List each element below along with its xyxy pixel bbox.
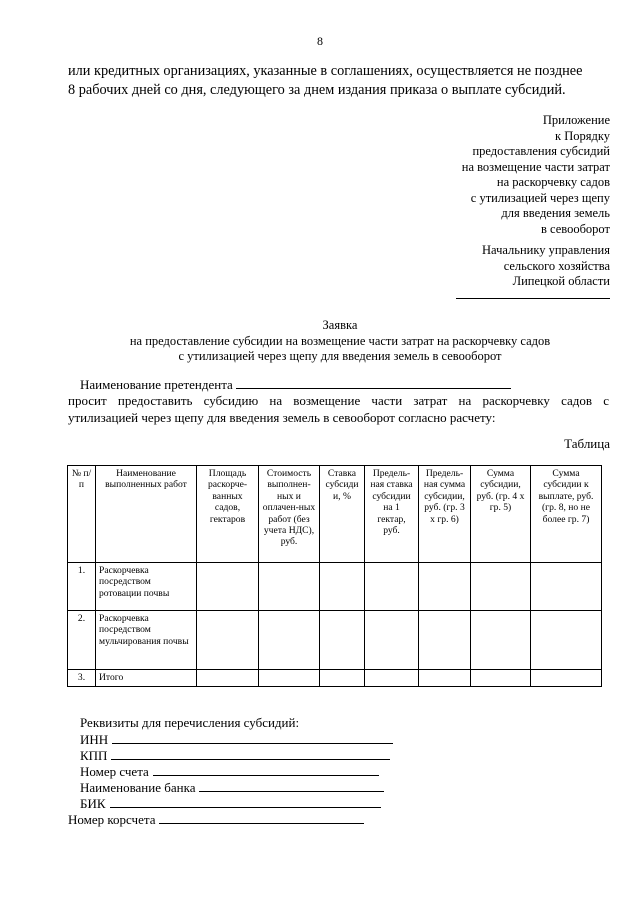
kpp-label: КПП	[80, 748, 108, 763]
table-cell[interactable]	[197, 670, 259, 687]
title-line: Заявка	[322, 318, 358, 332]
corr-account-label: Номер корсчета	[68, 812, 156, 827]
title-line: с утилизацией через щепу для введения земель в севооборот	[178, 349, 502, 363]
table-caption: Таблица	[564, 436, 610, 451]
appendix-line: для введения земель	[501, 206, 610, 220]
header-cell: Наименование выполненных работ	[96, 466, 197, 563]
table-cell[interactable]	[419, 670, 471, 687]
header-cell: Площадь раскорче-ванных садов, гектаров	[197, 466, 259, 563]
row-number: 3.	[68, 670, 96, 687]
appendix-line: на раскорчевку садов	[496, 175, 610, 189]
table-cell[interactable]	[471, 670, 531, 687]
corr-account-field[interactable]	[159, 811, 364, 824]
row-number: 2.	[68, 611, 96, 670]
inn-field[interactable]	[112, 731, 393, 744]
appendix-line: Приложение	[542, 113, 610, 127]
bik-row	[80, 795, 381, 812]
row-number: 1.	[68, 563, 96, 611]
applicant-row	[80, 376, 511, 393]
table-cell[interactable]	[259, 563, 320, 611]
bank-label: Наименование банка	[80, 780, 196, 795]
table-cell[interactable]	[259, 670, 320, 687]
table-cell[interactable]	[320, 563, 365, 611]
addressee-line: сельского хозяйства	[503, 258, 610, 273]
table-cell[interactable]	[471, 563, 531, 611]
appendix-line: предоставления субсидий	[472, 144, 610, 158]
appendix-note	[462, 113, 610, 237]
appendix-line: на возмещение части затрат	[461, 159, 610, 174]
header-cell: Стоимость выполнен-ных и оплачен-ных работ (без учета НДС), руб.	[259, 466, 320, 563]
account-label: Номер счета	[80, 764, 149, 779]
header-cell: Сумма субсидии к выплате, руб. (гр. 8, но не более гр. 7)	[531, 466, 602, 563]
header-cell: № п/п	[68, 466, 96, 563]
table-cell[interactable]	[365, 670, 419, 687]
table-row	[68, 611, 602, 670]
table-cell[interactable]	[531, 611, 602, 670]
table-header-row	[68, 466, 602, 563]
addressee-block	[482, 243, 610, 290]
intro-line: или кредитных организациях, указанные в соглашениях, осуществляется не позднее	[68, 63, 583, 79]
request-paragraph	[68, 392, 609, 426]
table-cell[interactable]	[320, 670, 365, 687]
requisites-title: Реквизиты для перечисления субсидий:	[80, 715, 300, 730]
intro-paragraph	[68, 62, 612, 100]
header-cell: Ставка субсиди и, %	[320, 466, 365, 563]
bank-row	[80, 779, 384, 796]
header-cell: Предель-ная сумма субсидии, руб. (гр. 3 х гр. 6)	[419, 466, 471, 563]
corr-account-row	[68, 811, 364, 828]
row-work-name: Раскорчевка посредством ротовации почвы	[96, 563, 197, 611]
inn-row	[80, 731, 393, 748]
table-cell[interactable]	[365, 563, 419, 611]
table-cell[interactable]	[419, 611, 471, 670]
table-cell[interactable]	[259, 611, 320, 670]
bik-label: БИК	[80, 796, 106, 811]
table-cell[interactable]	[531, 563, 602, 611]
kpp-field[interactable]	[111, 747, 390, 760]
appendix-line: с утилизацией через щепу	[470, 190, 610, 205]
appendix-line: в севооборот	[540, 221, 610, 236]
table-cell[interactable]	[471, 611, 531, 670]
row-work-name: Раскорчевка посредством мульчирования почвы	[96, 611, 197, 670]
bank-field[interactable]	[199, 779, 384, 792]
bik-field[interactable]	[110, 795, 381, 808]
intro-line: 8 рабочих дней со дня, следующего за днем издания приказа о выплате субсидий.	[68, 82, 566, 98]
table-row-total	[68, 670, 602, 687]
kpp-row	[80, 747, 390, 764]
request-line: просит предоставить субсидию на возмещение части затрат на раскорчевку садов с	[68, 393, 609, 408]
page-number: 8	[317, 34, 323, 48]
table-cell[interactable]	[531, 670, 602, 687]
account-field[interactable]	[153, 763, 379, 776]
table-row	[68, 563, 602, 611]
header-cell: Предель-ная ставка субсидии на 1 гектар, руб.	[365, 466, 419, 563]
calculation-table	[67, 465, 602, 687]
appendix-line: к Порядку	[555, 128, 610, 143]
document-title	[60, 318, 620, 365]
table-cell[interactable]	[197, 563, 259, 611]
table-cell[interactable]	[365, 611, 419, 670]
inn-label: ИНН	[80, 732, 109, 747]
table-cell[interactable]	[320, 611, 365, 670]
title-line: на предоставление субсидии на возмещение части затрат на раскорчевку садов	[129, 333, 551, 348]
addressee-signature-line[interactable]	[456, 298, 610, 299]
addressee-line: Начальнику управления	[482, 243, 610, 257]
account-row	[80, 763, 379, 780]
table-cell[interactable]	[419, 563, 471, 611]
row-work-name: Итого	[96, 670, 197, 687]
applicant-label: Наименование претендента	[80, 377, 233, 392]
request-line: утилизацией через щепу для введения земель в севооборот согласно расчету:	[68, 410, 496, 425]
addressee-line: Липецкой области	[512, 274, 610, 288]
header-cell: Сумма субсидии, руб. (гр. 4 х гр. 5)	[471, 466, 531, 563]
table-cell[interactable]	[197, 611, 259, 670]
applicant-field[interactable]	[236, 376, 511, 389]
